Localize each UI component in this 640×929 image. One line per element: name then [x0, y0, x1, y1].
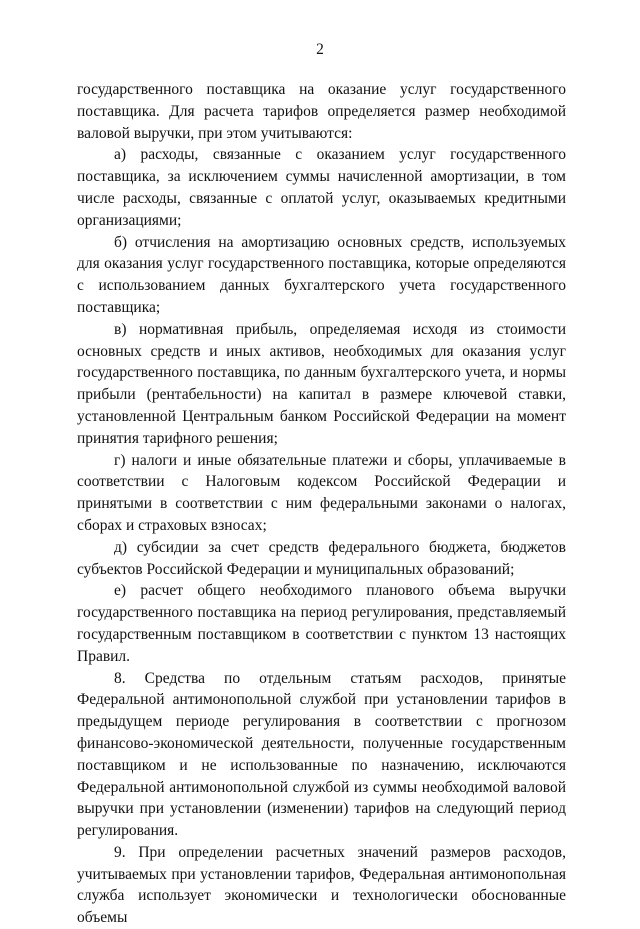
paragraph-section-9: 9. При определении расчетных значений размеров расходов, учитываемых при установлении тарифов, Федеральная антимонопольная служба использует экономически и технологически обоснованные объемы — [77, 843, 566, 927]
paragraph-item-g: г) налоги и иные обязательные платежи и сборы, уплачиваемые в соответствии с Налоговым кодексом Российской Федерации и принятыми в соответствии с ним федеральными законами о налогах, сборах и страховых взносах; — [77, 451, 566, 534]
paragraph-continuation: государственного поставщика на оказание услуг государственного поставщика. Для расчета тарифов определяется размер необходимой валовой выручки, при этом учитываются: — [77, 81, 566, 142]
document-body — [77, 79, 566, 929]
page-number: 2 — [316, 41, 324, 58]
paragraph-item-e: е) расчет общего необходимого планового объема выручки государственного поставщика на период регулирования, представляемый государственным поставщиком в соответствии с пунктом 13 настоящих Правил. — [77, 582, 566, 665]
paragraph-section-8: 8. Средства по отдельным статьям расходов, принятые Федеральной антимонопольной службой при установлении тарифов в предыдущем периоде регулирования в соответствии с прогнозом финансово-экономической деятельности, полученные государственным поставщиком и не использованные по назначению, исключаются Федеральной антимонопольной службой из суммы необходимой валовой выручки при установлении (изменении) тарифов на следующий период регулирования. — [77, 669, 566, 840]
paragraph-item-d: д) субсидии за счет средств федерального бюджета, бюджетов субъектов Российской Федерации и муниципальных образований; — [77, 538, 566, 578]
paragraph-item-v: в) нормативная прибыль, определяемая исходя из стоимости основных средств и иных активов, необходимых для оказания услуг государственного поставщика, по данным бухгалтерского учета, и нормы прибыли (рентабельности) на капитал в размере ключевой ставки, установленной Центральным банком Российской Федерации на момент принятия тарифного решения; — [77, 320, 566, 447]
paragraph-item-a: а) расходы, связанные с оказанием услуг государственного поставщика, за исключением суммы начисленной амортизации, в том числе расходы, связанные с оплатой услуг, оказываемых кредитными организациями; — [77, 146, 566, 229]
paragraph-item-b: б) отчисления на амортизацию основных средств, используемых для оказания услуг государственного поставщика, которые определяются с использованием данных бухгалтерского учета государственного поставщика; — [77, 233, 566, 316]
